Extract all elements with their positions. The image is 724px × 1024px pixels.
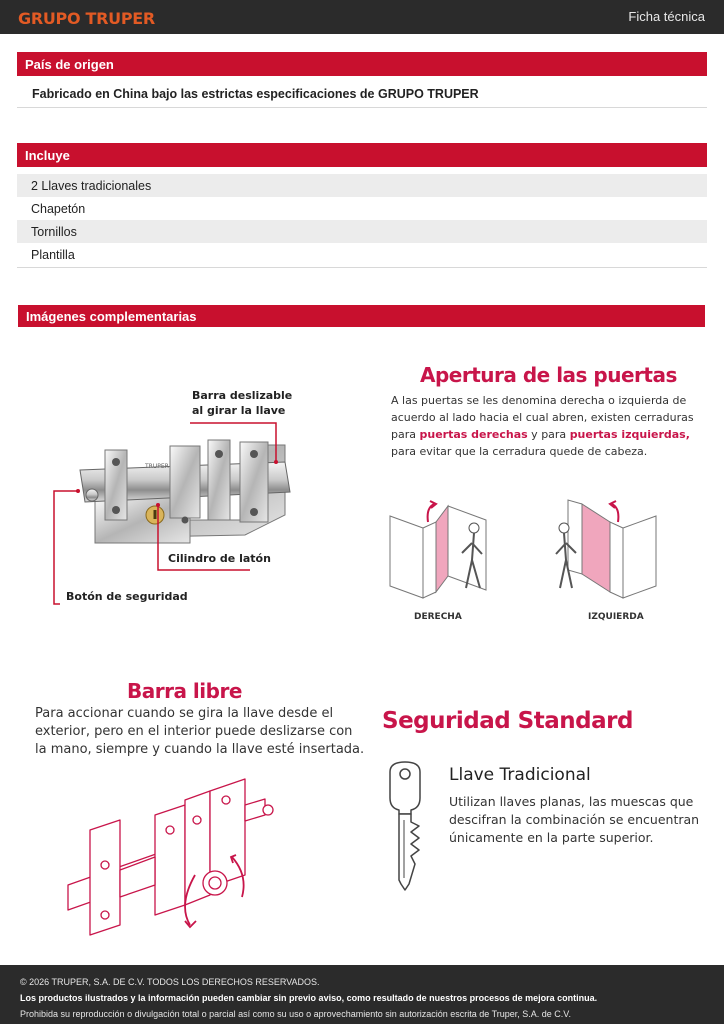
origin-text: Fabricado en China bajo las estrictas especificaciones de GRUPO TRUPER	[32, 87, 479, 101]
images-section-header: Imágenes complementarias	[18, 305, 705, 327]
key-icon	[385, 760, 435, 895]
footer-notice: Los productos ilustrados y la información pueden cambiar sin previo aviso, como resultado de nuestros procesos de mejora continua.	[20, 993, 598, 1003]
footer-copyright: © 2026 TRUPER, S.A. DE C.V. TODOS LOS DERECHOS RESERVADOS.	[20, 977, 320, 987]
free-bar-text: Para accionar cuando se gira la llave desde el exterior, pero en el interior puede deslizarse con la mano, siempre y cuando la llave esté insertada.	[35, 706, 365, 757]
footer	[0, 965, 724, 1024]
cylinder-callout: Cilindro de latón	[168, 552, 271, 565]
key-title: Llave Tradicional	[449, 765, 591, 785]
brand-logo: GRUPO TRUPER	[18, 9, 155, 28]
free-bar-title: Barra libre	[127, 679, 242, 703]
opening-title: Apertura de las puertas	[420, 363, 677, 387]
svg-text:TRUPER: TRUPER	[145, 463, 169, 470]
includes-section-header: Incluye	[17, 143, 707, 167]
left-door-diagram	[552, 498, 658, 604]
free-bar-diagram	[60, 775, 290, 940]
footer-prohibition: Prohibida su reproducción o divulgación total o parcial así como su uso o aprovechamiento sin autorización escrita de Truper, S.A. de C.V.	[20, 1009, 571, 1019]
left-door-label: IZQUIERDA	[588, 612, 644, 622]
right-door-diagram	[388, 498, 498, 604]
list-item: 2 Llaves tradicionales	[17, 174, 707, 197]
key-text: Utilizan llaves planas, las muescas que descifran la combinación se encuentran únicamente en la parte superior.	[449, 794, 700, 845]
right-door-label: DERECHA	[414, 612, 462, 622]
list-item: Plantilla	[31, 248, 75, 262]
doc-type-label: Ficha técnica	[628, 9, 705, 24]
list-item: Tornillos	[17, 220, 707, 243]
safety-callout: Botón de seguridad	[66, 590, 188, 603]
security-title: Seguridad Standard	[382, 708, 633, 734]
origin-section-header: País de origen	[17, 52, 707, 76]
bar-callout: Barra deslizable al girar la llave	[192, 389, 293, 417]
opening-text: A las puertas se les denomina derecha o izquierda de acuerdo al lado hacia el cual abren, existen cerraduras para puertas derechas y para puertas izquierdas, para evitar que la cerradura quede de cabeza.	[391, 394, 694, 458]
list-item: Chapetón	[31, 202, 86, 216]
